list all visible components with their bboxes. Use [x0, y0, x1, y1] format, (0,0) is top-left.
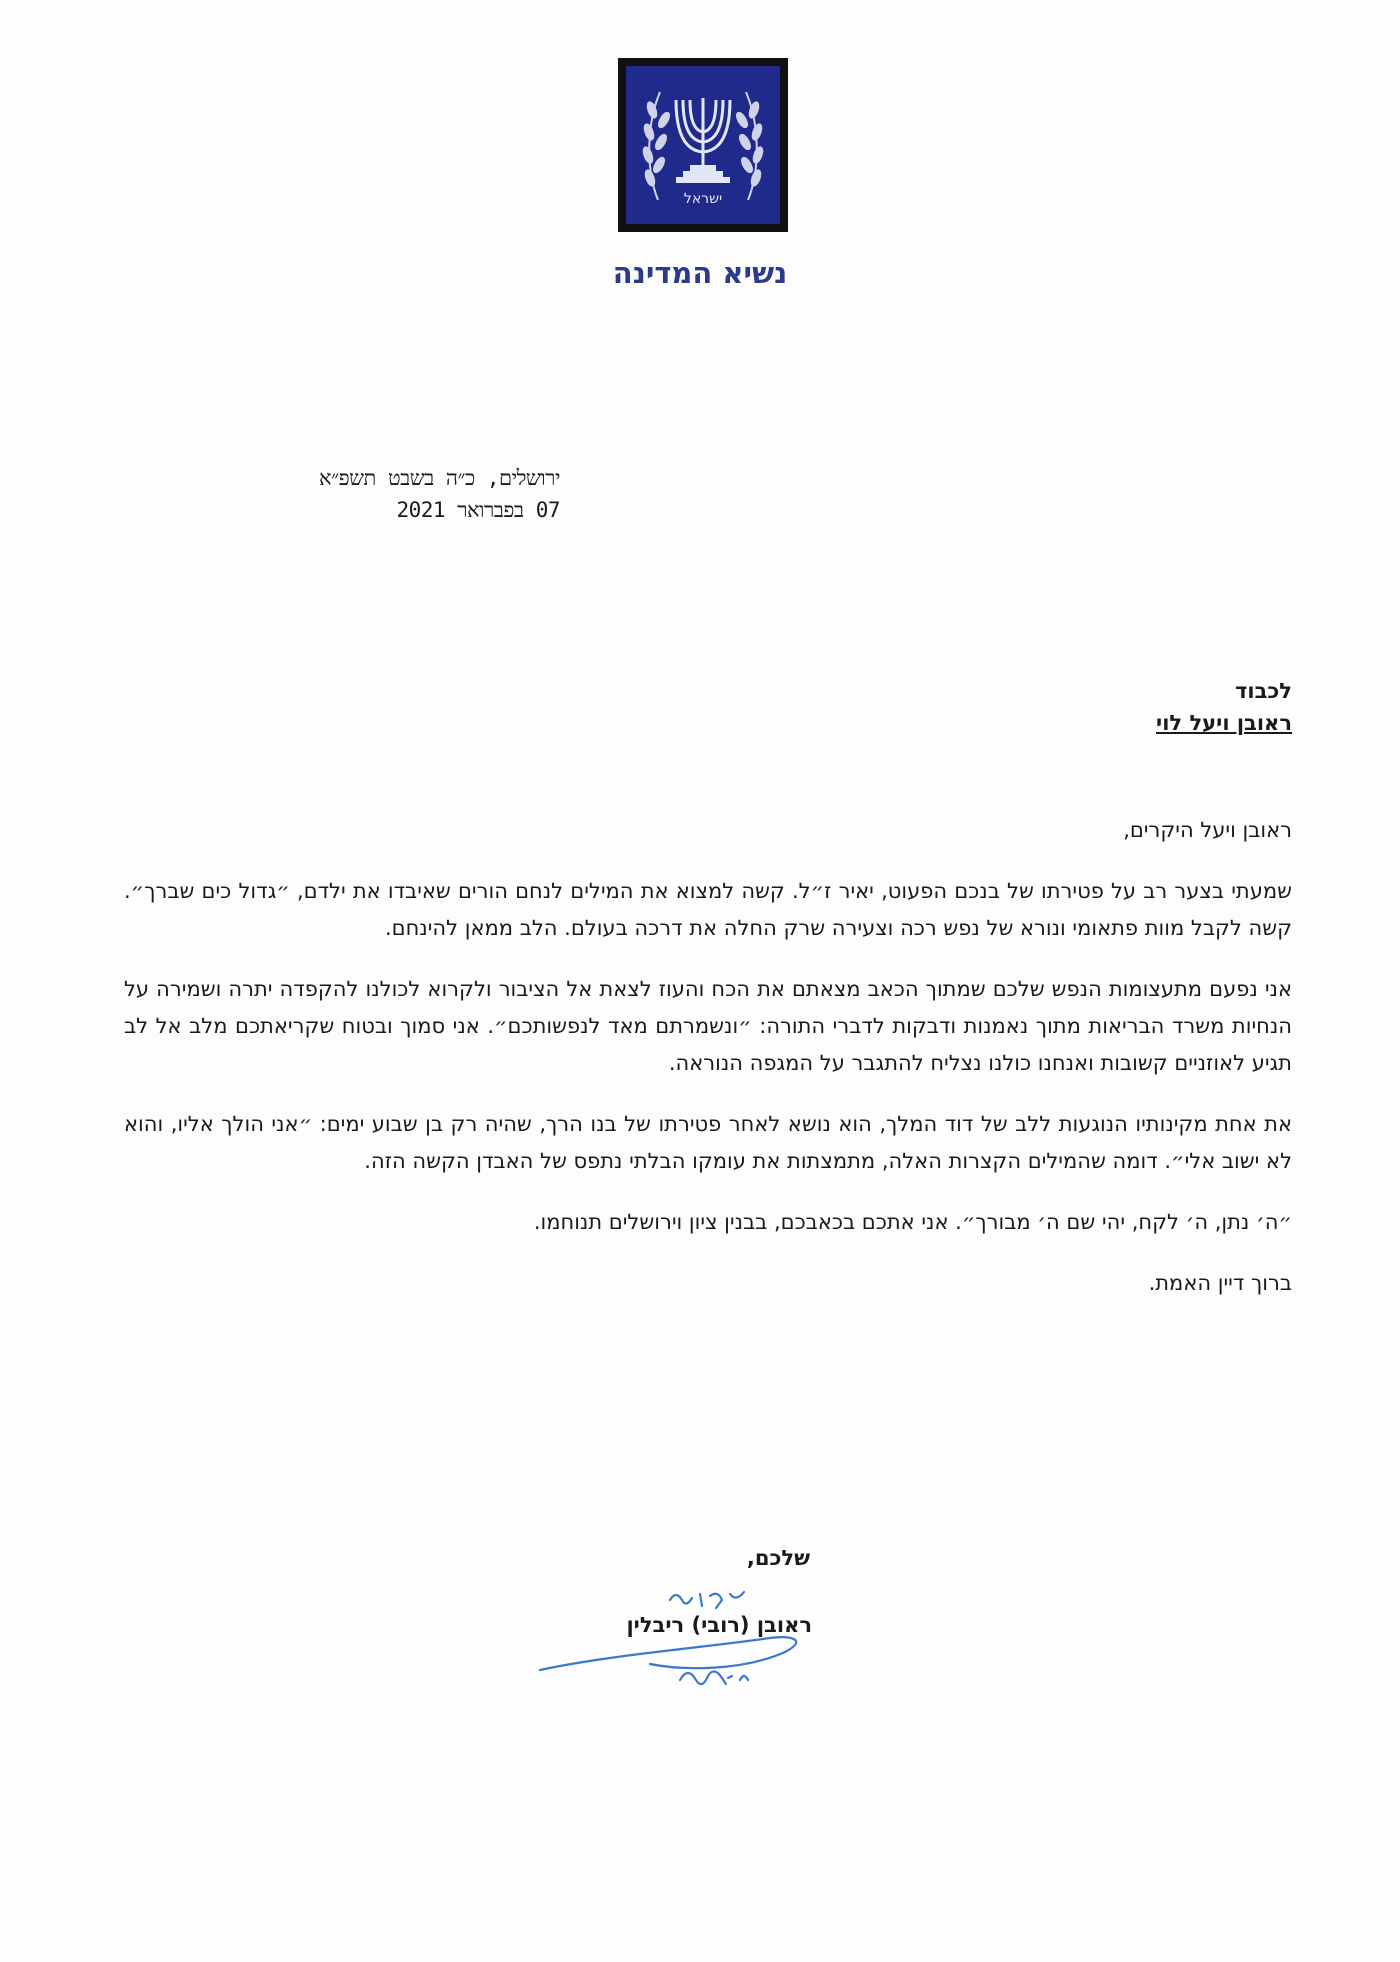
body-paragraph-5: ברוך דיין האמת.: [1148, 1271, 1292, 1295]
letterhead-title: נשיא המדינה: [612, 256, 788, 290]
closing-salutation: שלכם,: [746, 1546, 810, 1570]
menorah-emblem-svg: [628, 70, 778, 220]
signer-name: ראובן (רובי) ריבלין: [626, 1613, 812, 1637]
greeting: ראובן ויעל היקרים,: [1123, 818, 1292, 842]
hebrew-date-line: ירושלים, כ״ה בשבט תשפ״א: [319, 466, 560, 490]
gregorian-date-line: 07 בפברואר 2021: [396, 498, 560, 522]
letter-body: [124, 812, 1292, 1326]
emblem-frame: [618, 58, 788, 232]
body-paragraph-3: את אחת מקינותיו הנוגעות ללב של דוד המלך, הוא נושא לאחר פטירתו של בנו הרך, שהיה רק בן שבוע ימים: ״אני הולך אליו, והוא לא ישוב אלי״. דומה שהמילים הקצרות האלה, מתמצתות את עומקו הבלתי נתפס של האבדן הקשה הזה.: [124, 1112, 1292, 1173]
addressee-prefix: לכבוד: [1235, 679, 1292, 703]
body-paragraph-1: שמעתי בצער רב על פטירתו של בנכם הפעוט, יאיר ז״ל. קשה למצוא את המילים לנחם הורים שאיבדו את ילדם, ״גדול כים שברך״. קשה לקבל מוות פתאומי ונורא של נפש רכה וצעירה שרק החלה את דרכה בעולם. הלב ממאן להינחם.: [124, 879, 1292, 940]
body-paragraph-2: אני נפעם מתעצומות הנפש שלכם שמתוך הכאב מצאתם את הכח והעוז לצאת אל הציבור ולקרוא לכולנו להקפדה יתרה ושמירה על הנחיות משרד הבריאות מתוך נאמנות ודבקות לדברי התורה: ״ונשמרתם מאד לנפשותכם״. אני סמוך ובטוח שקריאתכם מלב אל לב תגיע לאוזניים קשובות ואנחנו כולנו נצליח להתגבר על המגפה הנוראה.: [124, 977, 1292, 1075]
addressee-name: ראובן ויעל לוי: [1156, 711, 1292, 735]
addressee-block: [1156, 675, 1292, 739]
body-paragraph-4: ״ה׳ נתן, ה׳ לקח, יהי שם ה׳ מבורך״. אני אתכם בכאבכם, בבנין ציון וירושלים תנוחמו.: [533, 1210, 1292, 1234]
place-date-block: [120, 462, 560, 526]
menorah-emblem-icon: [626, 66, 780, 224]
emblem-label: ישראל: [683, 191, 723, 207]
